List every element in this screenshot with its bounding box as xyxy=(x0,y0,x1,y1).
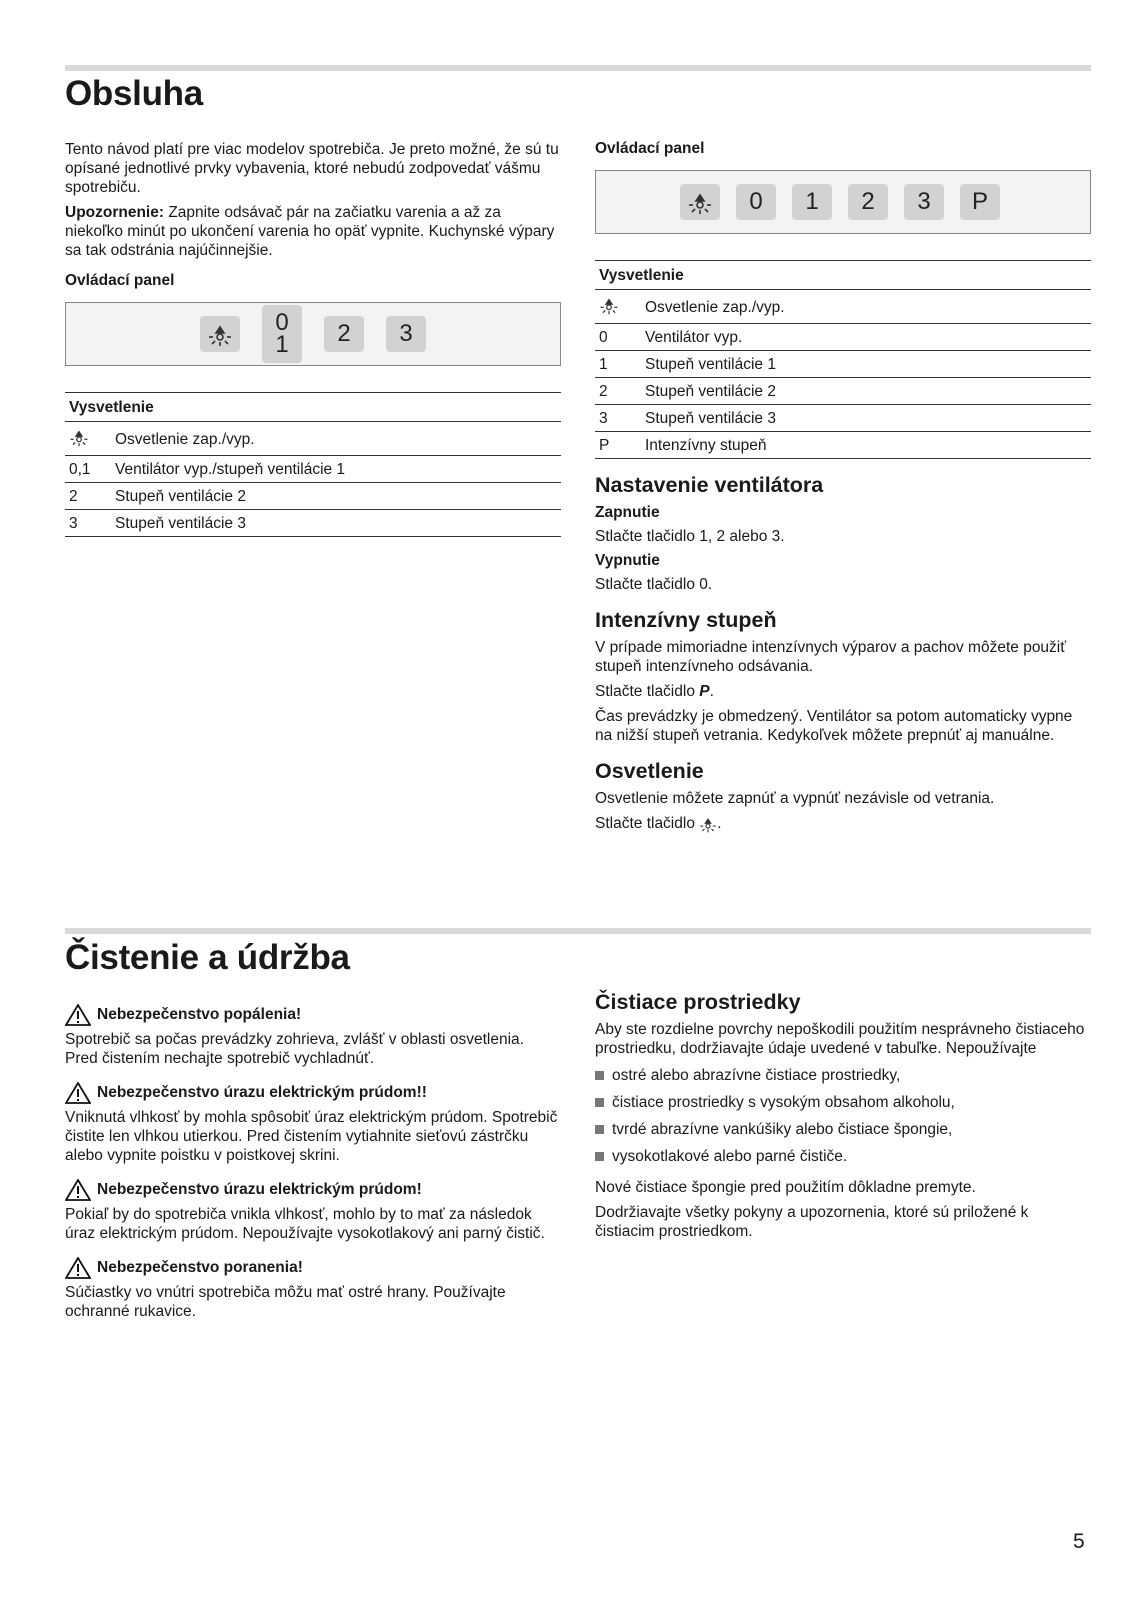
list-item-text: ostré alebo abrazívne čistiace prostriedky, xyxy=(612,1067,901,1084)
cleaners-paragraph-3: Dodržiavajte všetky pokyny a upozornenia, ktoré sú priložené k čistiacim prostriedkom. xyxy=(595,1204,1029,1240)
warning-icon xyxy=(65,1257,91,1279)
lamp-icon xyxy=(207,321,233,347)
legend-header: Vysvetlenie xyxy=(65,393,561,422)
key-label-0: 0 xyxy=(275,309,289,336)
legend-text: Stupeň ventilácie 2 xyxy=(111,483,561,510)
lighting-heading: Osvetlenie xyxy=(595,759,704,783)
warning-title: Nebezpečenstvo úrazu elektrickým prúdom!! xyxy=(97,1084,427,1101)
operation-left-column xyxy=(65,140,561,537)
lamp-icon xyxy=(687,189,713,215)
switch-off-heading: Vypnutie xyxy=(595,552,660,569)
speed-3-key[interactable]: 3 xyxy=(386,316,426,352)
legend-header: Vysvetlenie xyxy=(595,261,1091,290)
switch-off-text: Stlačte tlačidlo 0. xyxy=(595,576,713,593)
note-text: Zapnite odsávač pár na začiatku varenia a až za niekoľko minút po ukončení varenia ho opäť vypnite. Kuchynské výpary sa tak odstránia najúčinnejšie. xyxy=(65,204,555,259)
cleaners-intro: Aby ste rozdielne povrchy nepoškodili použitím nesprávneho čistiaceho prostriedku, dodržiavajte údaje uvedené v tabuľke. Nepoužívajte xyxy=(595,1021,1085,1057)
fan-off-speed1-key[interactable] xyxy=(262,305,302,363)
warning-heading xyxy=(65,1082,561,1104)
legend-table-1 xyxy=(65,392,561,537)
legend-text: Intenzívny stupeň xyxy=(641,432,1091,459)
intensive-symbol: P xyxy=(699,683,710,700)
cleaners-paragraph-2: Nové čistiace špongie pred použitím dôkladne premyte. xyxy=(595,1179,976,1196)
operation-right-column xyxy=(595,140,1091,839)
warning-heading xyxy=(65,1257,561,1279)
list-item xyxy=(595,1120,1091,1139)
lamp-icon xyxy=(699,815,717,833)
lamp-icon xyxy=(69,427,89,447)
light-key[interactable] xyxy=(680,184,720,220)
fan-settings-heading: Nastavenie ventilátora xyxy=(595,473,824,497)
section-divider xyxy=(65,928,1091,934)
speed-2-key[interactable]: 2 xyxy=(324,316,364,352)
lighting-paragraph-1: Osvetlenie môžete zapnúť a vypnúť nezávisle od vetrania. xyxy=(595,790,995,807)
press-text: Stlačte tlačidlo xyxy=(595,683,700,700)
legend-text: Stupeň ventilácie 3 xyxy=(111,510,561,537)
warning-icon xyxy=(65,1179,91,1201)
table-row xyxy=(595,432,1091,459)
section-title-cleaning: Čistenie a údržba xyxy=(65,938,350,977)
legend-text: Ventilátor vyp./stupeň ventilácie 1 xyxy=(111,456,561,483)
legend-text: Osvetlenie zap./vyp. xyxy=(641,290,1091,324)
warning-icon xyxy=(65,1082,91,1104)
switch-on-heading: Zapnutie xyxy=(595,504,660,521)
warning-text: Pokiaľ by do spotrebiča vnikla vlhkosť, mohlo by to mať za následok úraz elektrickým prúdom. Nepoužívajte vysokotlakový ani parný čistič. xyxy=(65,1206,545,1242)
warning-icon xyxy=(65,1004,91,1026)
legend-symbol: 3 xyxy=(595,405,641,432)
bullet-square-icon xyxy=(595,1152,604,1161)
table-row xyxy=(65,456,561,483)
speed-1-key[interactable]: 1 xyxy=(792,184,832,220)
legend-symbol: 1 xyxy=(595,351,641,378)
table-row xyxy=(65,483,561,510)
table-row xyxy=(595,324,1091,351)
control-panel-intensive xyxy=(595,170,1091,234)
speed-2-key[interactable]: 2 xyxy=(848,184,888,220)
warning-text: Spotrebič sa počas prevádzky zohrieva, zvlášť v oblasti osvetlenia. Pred čistením nechajte spotrebič vychladnúť. xyxy=(65,1031,524,1067)
cleaning-right-column xyxy=(595,990,1091,1247)
cleaning-left-column xyxy=(65,1004,561,1327)
control-panel-heading: Ovládací panel xyxy=(595,140,705,157)
warning-text: Vniknutá vlhkosť by mohla spôsobiť úraz elektrickým prúdom. Spotrebič čistite len vlhkou utierkou. Pred čistením vytiahnite sieťovú zástrčku alebo vypnite poistku v poistkovej skrini. xyxy=(65,1109,558,1164)
list-item-text: čistiace prostriedky s vysokým obsahom alkoholu, xyxy=(612,1094,955,1111)
table-row xyxy=(65,510,561,537)
legend-symbol: 2 xyxy=(595,378,641,405)
table-row xyxy=(595,378,1091,405)
legend-text: Stupeň ventilácie 1 xyxy=(641,351,1091,378)
legend-symbol: 2 xyxy=(65,483,111,510)
bullet-square-icon xyxy=(595,1071,604,1080)
switch-on-text: Stlačte tlačidlo 1, 2 alebo 3. xyxy=(595,528,785,545)
warning-title: Nebezpečenstvo popálenia! xyxy=(97,1006,302,1023)
intensive-press-paragraph: Stlačte tlačidlo P. xyxy=(595,683,714,700)
warning-heading xyxy=(65,1004,561,1026)
legend-table-2 xyxy=(595,260,1091,459)
warning-text: Súčiastky vo vnútri spotrebiča môžu mať ostré hrany. Používajte ochranné rukavice. xyxy=(65,1284,506,1320)
list-item-text: tvrdé abrazívne vankúšiky alebo čistiace špongie, xyxy=(612,1121,953,1138)
legend-symbol: 0 xyxy=(595,324,641,351)
bullet-square-icon xyxy=(595,1098,604,1107)
fan-off-key[interactable]: 0 xyxy=(736,184,776,220)
note-paragraph xyxy=(65,203,561,260)
legend-symbol: P xyxy=(595,432,641,459)
list-item-text: vysokotlakové alebo parné čističe. xyxy=(612,1148,848,1165)
warning-title: Nebezpečenstvo poranenia! xyxy=(97,1259,303,1276)
list-item xyxy=(595,1093,1091,1112)
legend-text: Stupeň ventilácie 2 xyxy=(641,378,1091,405)
legend-text: Ventilátor vyp. xyxy=(641,324,1091,351)
table-row xyxy=(595,290,1091,324)
intensive-paragraph-1: V prípade mimoriadne intenzívnych výparov a pachov môžete použiť stupeň intenzívneho odsávania. xyxy=(595,639,1067,675)
section-title-operation: Obsluha xyxy=(65,74,203,113)
control-panel-heading: Ovládací panel xyxy=(65,272,175,289)
cleaners-heading: Čistiace prostriedky xyxy=(595,990,801,1014)
table-row xyxy=(65,422,561,456)
table-row xyxy=(595,405,1091,432)
intro-paragraph: Tento návod platí pre viac modelov spotrebiča. Je preto možné, že sú tu opísané jednotlivé prvky vybavenia, ktoré nebudú zodpovedať vášmu spotrebiču. xyxy=(65,141,559,196)
legend-text: Stupeň ventilácie 3 xyxy=(641,405,1091,432)
speed-3-key[interactable]: 3 xyxy=(904,184,944,220)
control-panel-3-speed xyxy=(65,302,561,366)
legend-text: Osvetlenie zap./vyp. xyxy=(111,422,561,456)
note-label: Upozornenie: xyxy=(65,204,165,221)
bullet-square-icon xyxy=(595,1125,604,1134)
list-item xyxy=(595,1066,1091,1085)
light-key[interactable] xyxy=(200,316,240,352)
warning-title: Nebezpečenstvo úrazu elektrickým prúdom! xyxy=(97,1181,422,1198)
cleaners-list xyxy=(595,1066,1091,1166)
lamp-icon xyxy=(599,295,619,315)
intensive-heading: Intenzívny stupeň xyxy=(595,608,777,632)
warning-heading xyxy=(65,1179,561,1201)
page-number: 5 xyxy=(1073,1530,1085,1553)
list-item xyxy=(595,1147,1091,1166)
intensive-paragraph-3: Čas prevádzky je obmedzený. Ventilátor sa potom automaticky vypne na nižší stupeň vetrania. Kedykoľvek môžete prepnúť aj manuálne. xyxy=(595,708,1073,744)
legend-symbol: 3 xyxy=(65,510,111,537)
intensive-key[interactable]: P xyxy=(960,184,1000,220)
section-divider xyxy=(65,65,1091,71)
legend-symbol: 0,1 xyxy=(65,456,111,483)
table-row xyxy=(595,351,1091,378)
press-text: Stlačte tlačidlo xyxy=(595,815,700,832)
lighting-press-paragraph: Stlačte tlačidlo . xyxy=(595,815,722,832)
key-label-1: 1 xyxy=(275,331,289,358)
